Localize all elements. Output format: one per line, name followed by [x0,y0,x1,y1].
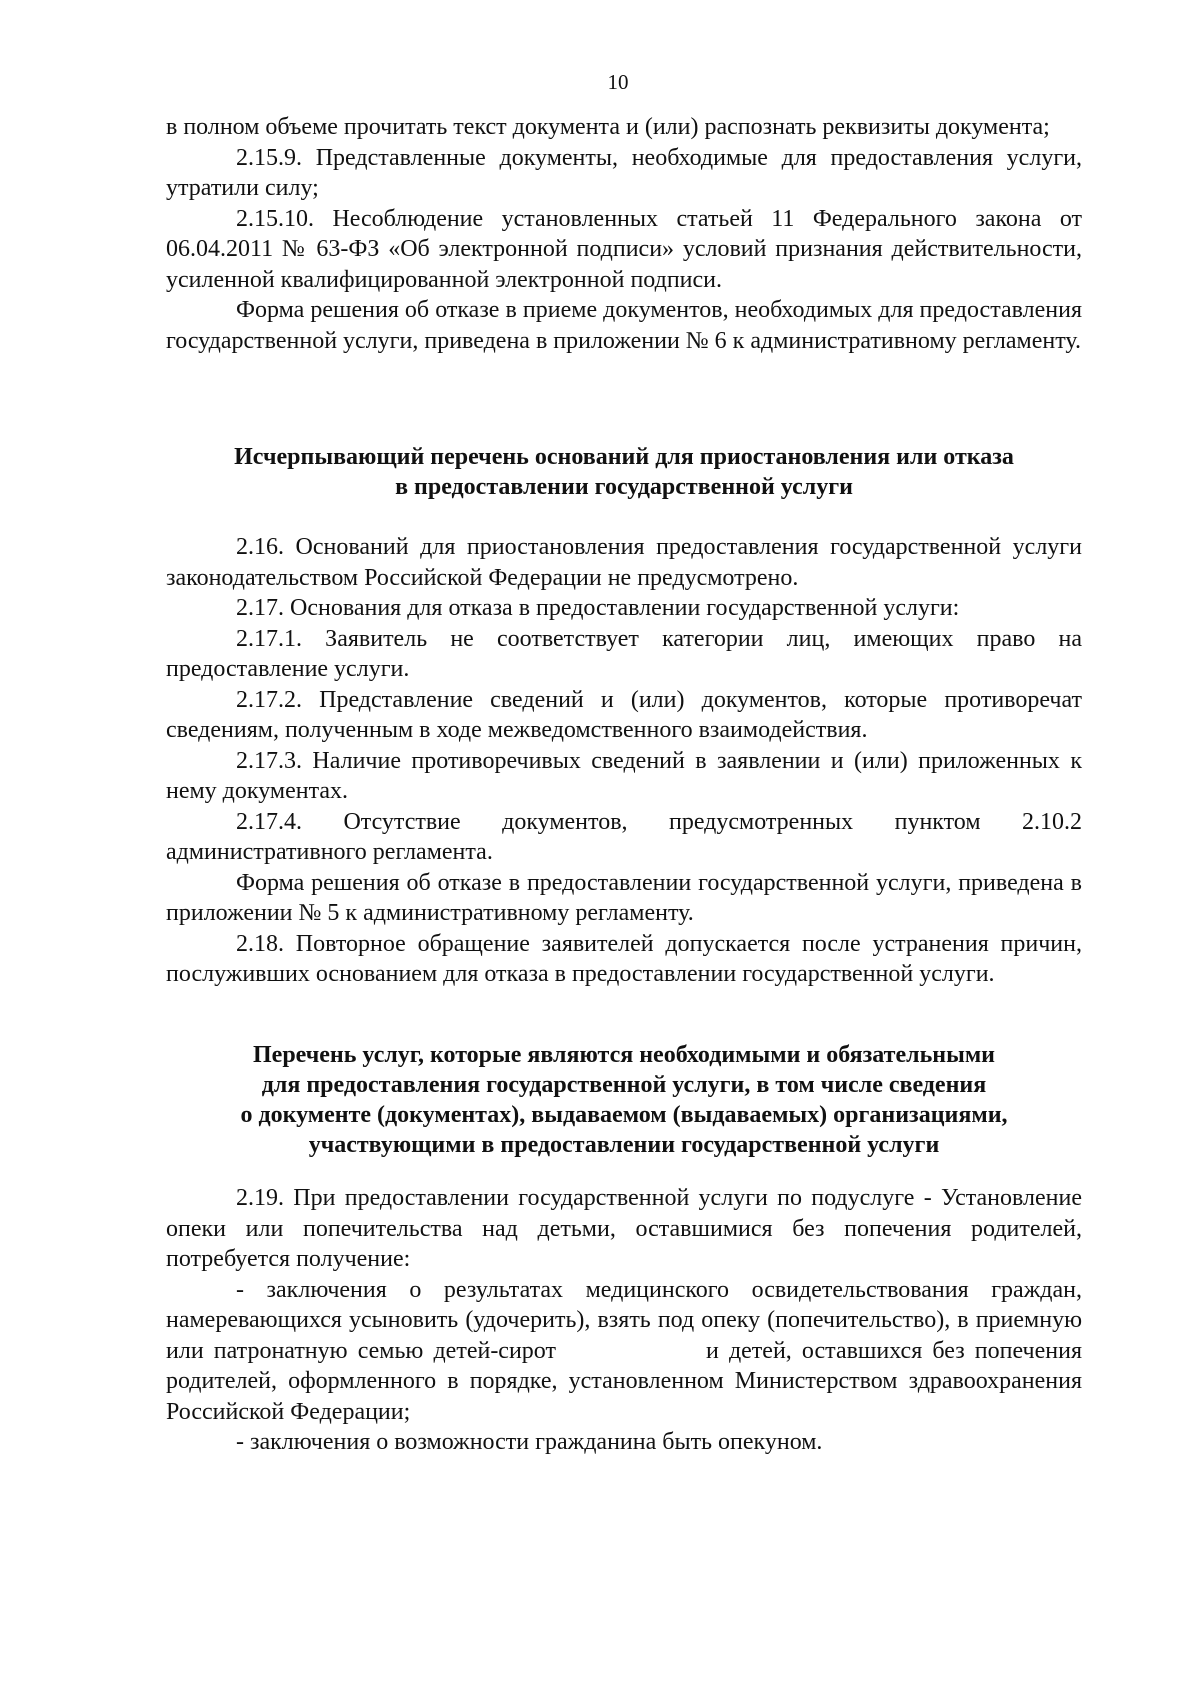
paragraph-medical-conclusion [166,1275,1082,1428]
heading-line: участвующими в предоставлении государственной услуги [308,1132,940,1158]
section-heading-necessary-services [166,1040,1082,1160]
heading-line: в предоставлении государственной услуги [395,474,853,500]
paragraph-2-18: 2.18. Повторное обращение заявителей допускается после устранения причин, послуживших основанием для отказа в предоставлении государственной услуги. [166,930,1082,987]
paragraph-form-refusal-reception: Форма решения об отказе в приеме документов, необходимых для предоставления государственной услуги, приведена в приложении № 6 к административному регламенту. [166,297,1082,354]
heading-line: о документе (документах), выдаваемом (выдаваемых) организациями, [240,1102,1008,1128]
paragraph-2-19: 2.19. При предоставлении государственной услуги по подуслуге - Установление опеки или попечительства над детьми, оставшимися без попечения родителей, потребуется получение: [166,1185,1082,1272]
paragraph-medical-conclusion-part1: - заключения о результатах медицинского освидетельствования граждан, намеревающихся усыновить (удочерить), взять под опеку (попечительство), в приемную или патронатную семью детей-сирот [166,1276,1082,1364]
heading-line: Исчерпывающий перечень оснований для приостановления или отказа [234,444,1014,470]
paragraph-2-15-9: 2.15.9. Представленные документы, необходимые для предоставления услуги, утратили силу; [166,144,1082,201]
paragraph-2-17-3: 2.17.3. Наличие противоречивых сведений в заявлении и (или) приложенных к нему документах. [166,747,1082,804]
paragraph-guardian-conclusion: - заключения о возможности гражданина быть опекуном. [236,1429,823,1455]
section-heading-suspension-refusal [166,442,1082,502]
paragraph-2-15-10: 2.15.10. Несоблюдение установленных статьей 11 Федерального закона от 06.04.2011 № 63-ФЗ «Об электронной подписи» условий признания действительности, усиленной квалифицированной электронной подписи. [166,205,1082,293]
paragraph-2-16: 2.16. Оснований для приостановления предоставления государственной услуги законодательством Российской Федерации не предусмотрено. [166,534,1082,591]
paragraph-2-17-1: 2.17.1. Заявитель не соответствует категории лиц, имеющих право на предоставление услуги. [166,625,1082,682]
paragraph-2-17-4: 2.17.4. Отсутствие документов, предусмотренных пунктом 2.10.2 административного регламента. [166,808,1082,865]
page-number: 10 [607,70,629,94]
text-block-grounds-refusal-service [166,532,1082,990]
text-block-grounds-refusal-documents [166,112,1082,356]
paragraph-2-17: 2.17. Основания для отказа в предоставлении государственной услуги: [236,595,960,621]
text-block-necessary-services [166,1183,1082,1458]
paragraph-continuation: в полном объеме прочитать текст документа и (или) распознать реквизиты документа; [166,114,1050,140]
paragraph-medical-conclusion-part2: и детей, оставшихся без попечения родителей, оформленного в порядке, установленном Министерством здравоохранения Российской Федерации; [166,1337,1083,1425]
heading-line: Перечень услуг, которые являются необходимыми и обязательными [253,1042,995,1068]
paragraph-form-refusal-service: Форма решения об отказе в предоставлении государственной услуги, приведена в приложении № 5 к административному регламенту. [166,869,1082,926]
paragraph-2-17-2: 2.17.2. Представление сведений и (или) документов, которые противоречат сведениям, полученным в ходе межведомственного взаимодействия. [166,686,1082,743]
heading-line: для предоставления государственной услуги, в том числе сведения [261,1072,987,1098]
